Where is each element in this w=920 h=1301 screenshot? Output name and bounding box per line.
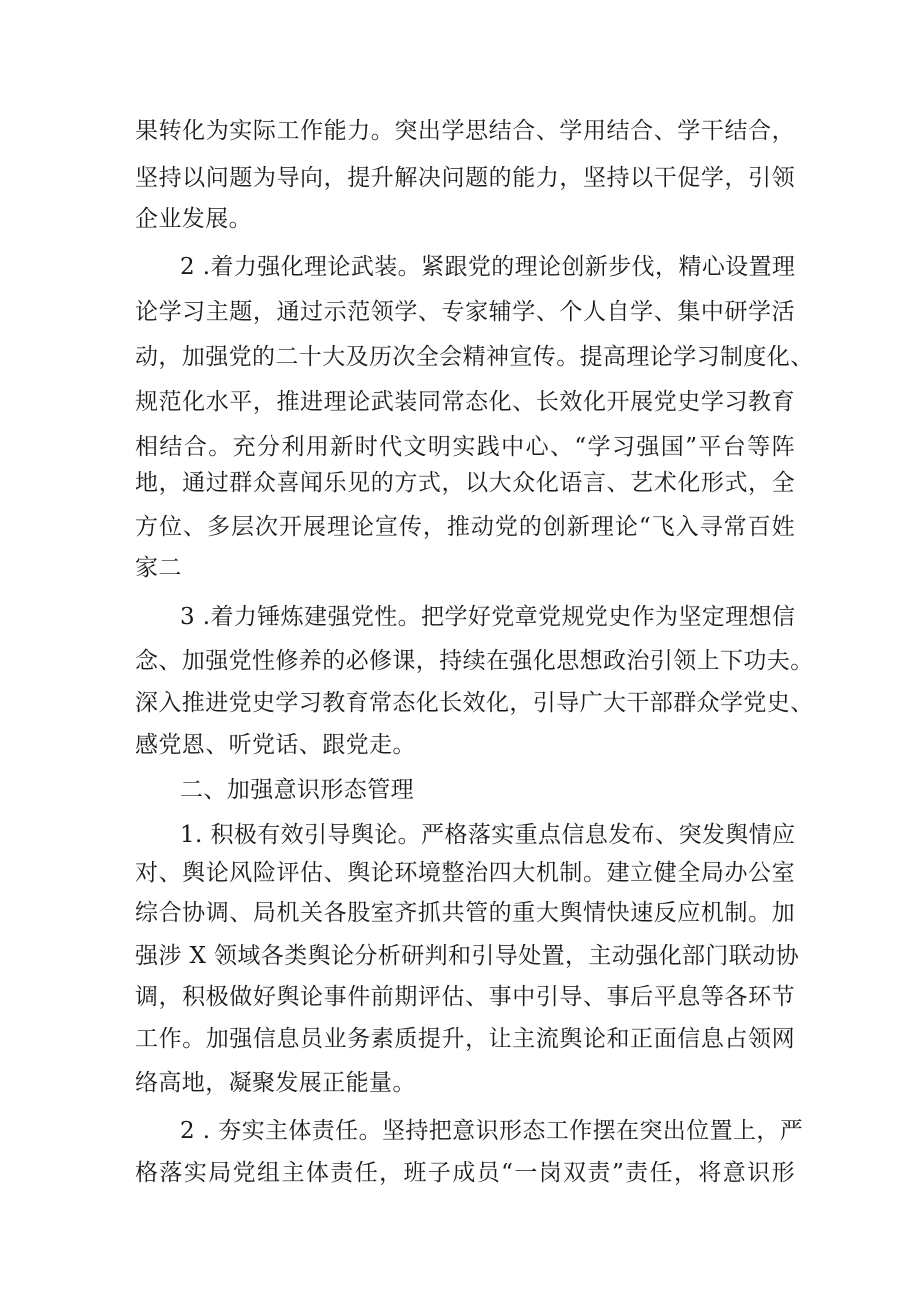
paragraph-line: 强涉 X 领域各类舆论分析研判和引导处置，主动强化部门联动协 <box>135 943 799 969</box>
paragraph-line: 对、舆论风险评估、舆论环境整治四大机制。建立健全局办公室 <box>135 860 795 886</box>
paragraph-line: 工作。加强信息员业务素质提升，让主流舆论和正面信息占领网 <box>135 1026 795 1052</box>
paragraph-line: 企业发展。 <box>135 206 252 232</box>
paragraph-line: 坚持以问题为导向，提升解决问题的能力，坚持以干促学，引领 <box>135 165 795 191</box>
paragraph-line: 家二 <box>135 555 182 581</box>
paragraph-line: 2 . 夯实主体责任。坚持把意识形态工作摆在突出位置上，严 <box>180 1118 804 1144</box>
paragraph-line: 规范化水平，推进理论武装同常态化、长效化开展党史学习教育 <box>135 389 795 415</box>
paragraph-line: 相结合。充分利用新时代文明实践中心、“学习强国”平台等阵 <box>135 434 795 460</box>
paragraph-line: 3 .着力锤炼建强党性。把学好党章党规党史作为坚定理想信 <box>180 604 796 630</box>
paragraph-line: 络高地，凝聚发展正能量。 <box>135 1070 416 1096</box>
paragraph-line: 论学习主题，通过示范领学、专家辅学、个人自学、集中研学活 <box>135 299 795 325</box>
paragraph-line: 念、加强党性修养的必修课，持续在强化思想政治引领上下功夫。 <box>135 648 814 674</box>
paragraph-line: 综合协调、局机关各股室齐抓共管的重大舆情快速反应机制。加 <box>135 900 795 926</box>
section-heading: 二、加强意识形态管理 <box>180 777 414 803</box>
paragraph-line: 2 .着力强化理论武装。紧跟党的理论创新步伐，精心设置理 <box>180 254 796 280</box>
paragraph-line: 1. 积极有效引导舆论。严格落实重点信息发布、突发舆情应 <box>180 822 796 848</box>
paragraph-line: 果转化为实际工作能力。突出学思结合、学用结合、学干结合， <box>135 118 795 144</box>
paragraph-line: 调，积极做好舆论事件前期评估、事中引导、事后平息等各环节 <box>135 984 795 1010</box>
paragraph-line: 地，通过群众喜闻乐见的方式，以大众化语言、艺术化形式，全 <box>135 470 795 496</box>
paragraph-line: 方位、多层次开展理论宣传，推动党的创新理论“飞入寻常百姓 <box>135 514 795 540</box>
paragraph-line: 动，加强党的二十大及历次全会精神宣传。提高理论学习制度化、 <box>135 344 814 370</box>
paragraph-line: 格落实局党组主体责任，班子成员“一岗双责”责任，将意识形 <box>135 1160 795 1186</box>
paragraph-line: 深入推进党史学习教育常态化长效化，引导广大干部群众学党史、 <box>135 690 814 716</box>
paragraph-line: 感党恩、听党话、跟党走。 <box>135 732 416 758</box>
